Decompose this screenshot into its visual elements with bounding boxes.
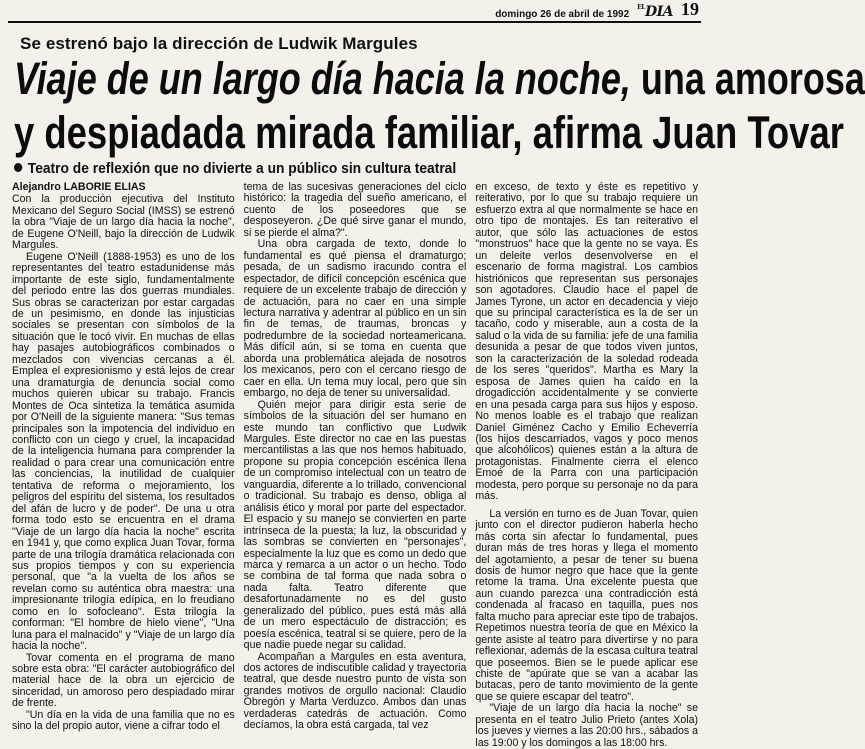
page-folio — [495, 0, 699, 20]
article-kicker: Se estrenó bajo la dirección de Ludwik Margules — [20, 34, 418, 53]
headline-line-1-rest: una amorosa — [630, 53, 865, 104]
page-number: 19 — [681, 0, 699, 19]
column-1 — [12, 181, 235, 733]
paragraph: tema de las sucesivas generaciones del ciclo histórico: la tragedia del sueño americano, el cuento de los poseedores que se desposeyeron. ¿De qué sirve ganar el mundo, si se pierde el alma?". — [243, 181, 467, 239]
column-2 — [244, 182, 467, 730]
paragraph: Eugene O'Neill (1888-1953) es uno de los representantes del teatro estadunidense más importante de este siglo, fundamentalmente del periodo entre las dos guerras mundiales. Sus obras se caracterizan por estar cargadas de un pesimismo, en donde las injusticias sociales se presentan con símbolos de la situación que le tocó vivir. En muchas de ellas hay pasajes autobiográficos combinados o mezclados con vivencias cercanas a él. Emplea el expresionismo y está lejos de crear una dramaturgia de denuncia social como muchos quieren ubicar su trabajo. Francis Montes de Oca sintetiza la temática asumida por O'Neill de la siguiente manera: "Sus temas principales son la impotencia del individuo en conflicto con un ciego y cruel, la incapacidad de la inteligencia humana para comprender la realidad o para crear una comunicación entre las conciencias, la inutilidad de cualquier tentativa de reforma o mejoramiento, los peligros del espíritu del sistema, los resultados del afán de lucro y de poder". De una u otra forma todo esto se encuentra en el drama "Viaje de un largo día hacia la noche" escrita en 1941 y, que como explica Juan Tovar, forma parte de una trilogía dramática relacionada con sus propios tiempos y con su experiencia personal, que "a la vuelta de los años se revelan como su auténtica obra maestra: una impresionante trilogía edípica, en lo freudiano como en lo sofocleano". Esta trilogía la conforman: "El hombre de hielo viene", "Una luna para el malnacido" y "Viaje de un largo día hacia la noche". — [12, 250, 235, 653]
article-subhead — [14, 160, 456, 177]
logo-article: EL — [637, 4, 645, 11]
headline-line-1 — [14, 52, 865, 106]
newspaper-logo — [637, 4, 673, 20]
headline-play-title: Viaje de un largo día hacia la noche, — [14, 53, 631, 104]
paragraph: La versión en turno es de Juan Tovar, quien junto con el director pudieron haberla hecho más corta sin afectar lo fundamental, pues duran más de tres horas y llega el momento del agotamiento, a pesar de tener su buena dosis de humor negro que hace que la gente retome la trama. Una excelente puesta que aun cuando parezca una contradicción está condenada al fracaso en taquilla, pues nos falta mucho para apreciar este tipo de trabajos. Repetimos nuestra teoría de que en México la gente asiste al teatro para divertirse y no para reflexionar, además de la escasa cultura teatral que poseemos. Bien se le puede aplicar ese chiste de "apúrate que se van a acabar las butacas, pero de tanto movimiento de la gente que se quiere escapar del teatro". — [475, 507, 699, 703]
paragraph: Tovar comenta en el programa de mano sobre esta obra: "El carácter autobiográfico del material hace de la obra un ejercicio de sinceridad, un amoroso pero despiadado mirar de frente. — [12, 651, 235, 710]
header-rule — [8, 21, 701, 23]
column-3 — [475, 181, 699, 749]
bullet-icon — [14, 163, 22, 172]
paragraph: "Un día en la vida de una familia que no es sino la del propio autor, viene a cifrar todo el — [12, 708, 235, 733]
byline: Alejandro LABORIE ELIAS — [12, 181, 146, 193]
paragraph: Una obra cargada de texto, donde lo fundamental es qué piensa el dramaturgo; pesada, de un sadismo iracundo contra el espectador, de difícil concepción escénica que requiere de un excelente trabajo de dirección y de actuación, para no caer en una simple lectura narrativa y adentrar al público en un sin fin de temas, de traumas, broncas y podredumbre de la sociedad norteamericana. Más difícil aún, si se toma en cuenta que aborda una problemática alejada de nosotros los mexicanos, pero con el cercano riesgo de caer en ella. Un tema muy local, pero que sin embargo, no deja de tener su universalidad. — [243, 238, 467, 400]
article-body — [12, 181, 699, 749]
subhead-text: Teatro de reflexión que no divierte a un público sin cultura teatral — [27, 160, 457, 177]
paragraph: en exceso, de texto y éste es repetitivo y reiterativo, por lo que su trabajo requiere un esfuerzo extra al que normalmente se hace en otro tipo de montajes. Es tan reiterativo el autor, que sólo las actuaciones de estos "monstruos" hace que la gente no se vaya. Es un deleite verlos desenvolverse en el escenario de forma magistral. Los cambios histriónicos que representan sus personajes son agotadores. Claudio hace el papel de James Tyrone, un actor en decadencia y viejo que su principal característica es la de ser un tacaño, codo y miserable, aun a costa de la salud o la vida de su familia: jefe de una familia desunida a pesar de que todos viven juntos, son la caracterización de la soledad rodeada de los seres "queridos". Martha es Mary la esposa de James quien ha caído en la drogadicción accidentalmente y se convierte en una pesada carga para sus hijos y esposo. No menos loable es el trabajo que realizan Daniel Giménez Cacho y Emilio Echeverría (los hijos descarriados, vagos y poco menos que alcohólicos) quienes están a la altura de protagonistas. Finalmente cierra el elenco Emoé de la Parra con una participación modesta, pero porque su personaje no da para más. — [475, 181, 699, 503]
paragraph: "Viaje de un largo día hacia la noche" se presenta en el teatro Julio Prieto (antes Xola) los jueves y viernes a las 20:00 hrs., sábados a las 19:00 y los domingos a las 18:00 hrs. — [475, 702, 699, 749]
headline-line-2: y despiadada mirada familiar, afirma Juan Tovar — [14, 107, 844, 158]
paragraph: Acompañan a Margules en esta aventura, dos actores de indiscutible calidad y trayectoria teatral, que desde nuestro punto de vista son grandes motivos de orgullo nacional: Claudio Obregón y Marta Verduzco. Ambos dan unas verdaderas catedrás de actuación. Como decíamos, la obra está cargada, tal vez — [243, 650, 467, 732]
issue-date: domingo 26 de abril de 1992 — [495, 9, 630, 20]
paragraph: Quién mejor para dirigir esta serie de símbolos de la situación del ser humano en este mundo tan conflictivo que Ludwik Margules. Este director no cae en las puestas mercantilistas a las que nos hemos habituado, propone su propia concepción escénica llena de un compromiso intelectual con un teatro de vanguardia, diferente a lo trillado, convencional o tradicional. Su trabajo es denso, obliga al análisis ético y moral por parte del espectador. El espacio y su manejo se convierten en parte intrínseca de la puesta; la luz, la obscuridad y las sombras se convierten en "personajes", especialmente la luz que es como un dedo que marca y remarca a un actor o un hecho. Todo se combina de tal forma que nada sobra o nada falta. Teatro diferente que desafortunadamente no es del gusto generalizado del público, pues está más allá de un mero espectáculo de distracción; es poesía escénica, teatral si se quiere, pero de la que nadie puede negar su calidad. — [243, 398, 467, 652]
paragraph: Con la producción ejecutiva del Instituto Mexicano del Seguro Social (IMSS) se estrenó la obra "Viaje de un largo día hacia la noche", de Eugene O'Neill, bajo la dirección de Ludwik Margules. — [12, 193, 235, 252]
article-headline — [14, 52, 865, 160]
logo-name: DIA — [644, 4, 673, 20]
